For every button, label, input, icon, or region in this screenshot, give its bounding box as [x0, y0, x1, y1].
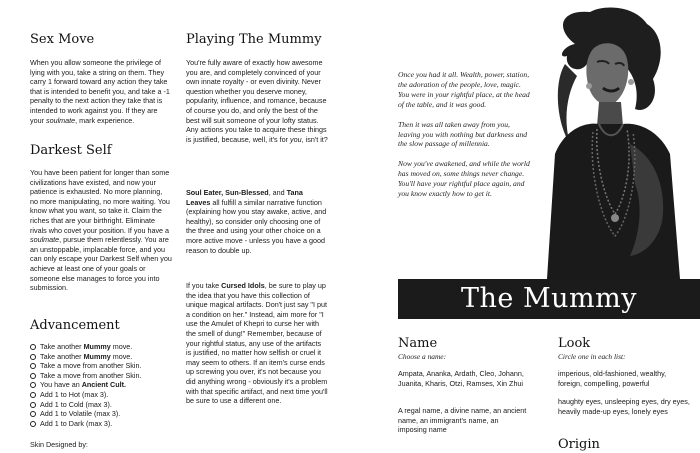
- quote-paragraph-1: Once you had it all. Wealth, power, station, the adoration of the people, love, magic. You were in your rightful place, at the head of the table, and it was good.: [398, 70, 530, 109]
- advancement-item[interactable]: Take a move from another Skin.: [30, 371, 172, 381]
- title-banner: [398, 279, 700, 319]
- advancement-item[interactable]: Add 1 to Hot (max 3).: [30, 390, 172, 400]
- checkbox-circle-icon[interactable]: [30, 402, 36, 408]
- sex-move-heading: Sex Move: [30, 32, 95, 47]
- advancement-item[interactable]: Add 1 to Cold (max 3).: [30, 400, 172, 410]
- advancement-item[interactable]: Take another Mummy move.: [30, 352, 172, 362]
- origin-heading: Origin: [558, 437, 600, 452]
- checkbox-circle-icon[interactable]: [30, 421, 36, 427]
- sex-move-text-b: , mark experience.: [75, 115, 135, 125]
- advancement-list: [30, 342, 172, 428]
- darkest-self-text-em: soulmate: [30, 235, 60, 245]
- checkbox-circle-icon[interactable]: [30, 344, 36, 350]
- checkbox-circle-icon[interactable]: [30, 382, 36, 388]
- advancement-item[interactable]: Add 1 to Volatile (max 3).: [30, 409, 172, 419]
- playing-text-1: You're fully aware of exactly how awesome you are, and completely convinced of your own innate royalty - or even divinity. Never question whether you deserve money, popularity, influence, and romance, because of course you do, and only the best of the best will suit someone of your lofty status. Any actions you take to acquire these things is justified, because, well, it's for you, isn't it?: [186, 58, 328, 144]
- quote-paragraph-3: Now you've awakened, and while the world has moved on, some things never change. You'll have your rightful place again, and you know exactly how to get it.: [398, 159, 530, 199]
- name-heading: Name: [398, 336, 438, 351]
- darkest-self-heading: Darkest Self: [30, 143, 112, 158]
- checkbox-circle-icon[interactable]: [30, 363, 36, 369]
- name-epithets: A regal name, a divine name, an ancient name, an immigrant's name, an imposing name: [398, 406, 527, 435]
- look-heading: Look: [558, 336, 591, 351]
- designer-credit: Skin Designed by:: [30, 440, 88, 449]
- playing-the-mummy-heading: Playing The Mummy: [186, 32, 322, 47]
- character-portrait: [535, 4, 685, 279]
- playing-text-3: If you take Cursed Idols, be sure to play up the idea that you have this collection of unique magical artifacts. Don't just say "I put a condition on her." Instead, aim more for "I use the Amulet of Khepri to curse her with the smell of dung!" Remember, because of your rightful status, any use of the artifacts is justified, no matter how selfish or cruel it may seem to others. If an item's curse ends up screwing you over, it's not because you did anything wrong - obviously it's a problem with that specific artifact, and next time you'll be sure to use a different one.: [186, 281, 328, 406]
- checkbox-circle-icon[interactable]: [30, 411, 36, 417]
- portrait-illustration: [535, 4, 685, 279]
- darkest-self-text-b: , pursue them relentlessly. You are an unstoppable, implacable force, and you can only escape your Darkest Self when you achieve at least one of your goals or someone else manages to force you into submission.: [30, 235, 172, 293]
- darkest-self-text-a: You have been patient for longer than some civilizations have existed, and now your patience is exhausted. No more planning, no more manipulating, no more waiting. You know what you want, so take it. Claim the riches that are your birthright. Eliminate rivals who covet your position. If you have a: [30, 168, 170, 235]
- checkbox-circle-icon[interactable]: [30, 373, 36, 379]
- advancement-item[interactable]: Take a move from another Skin.: [30, 361, 172, 371]
- checkbox-circle-icon[interactable]: [30, 354, 36, 360]
- advancement-item[interactable]: Add 1 to Dark (max 3).: [30, 419, 172, 429]
- name-instruction: Choose a name:: [398, 352, 447, 361]
- checkbox-circle-icon[interactable]: [30, 392, 36, 398]
- advancement-item[interactable]: Take another Mummy move.: [30, 342, 172, 352]
- sex-move-text-em: soulmate: [45, 115, 76, 125]
- look-list-1[interactable]: imperious, old-fashioned, wealthy, foreign, compelling, powerful: [558, 369, 667, 388]
- intro-quote: [398, 70, 533, 209]
- quote-paragraph-2: Then it was all taken away from you, leaving you with nothing but darkness and the slow passage of millennia.: [398, 119, 528, 149]
- skin-title: The Mummy: [461, 283, 637, 314]
- look-instruction: Circle one in each list:: [558, 352, 626, 361]
- advancement-item[interactable]: You have an Ancient Cult.: [30, 380, 172, 390]
- name-options: Ampata, Ananka, Ardath, Cleo, Johann, Juanita, Kharis, Otzi, Ramses, Xin Zhui: [398, 369, 524, 388]
- darkest-self-text: [30, 168, 172, 293]
- sex-move-text-a: When you allow someone the privilege of lying with you, take a string on them. They carry 1 forward toward any action they take that is intended to benefit you, and take a -1 penalty to the next action they take that is intended to work against you. If they are your: [30, 58, 170, 125]
- playing-text-2: Soul Eater, Sun-Blessed, and Tana Leaves all fulfill a similar narrative function (explaining how you stay awake, active, and healthy), so consider only choosing one of the three and using your other choice on a more active move - unless you have a good reason to double up.: [186, 188, 327, 255]
- sex-move-text: [30, 58, 172, 125]
- look-list-2[interactable]: haughty eyes, unsleeping eyes, dry eyes, heavily made-up eyes, lonely eyes: [558, 397, 690, 416]
- advancement-heading: Advancement: [30, 318, 120, 333]
